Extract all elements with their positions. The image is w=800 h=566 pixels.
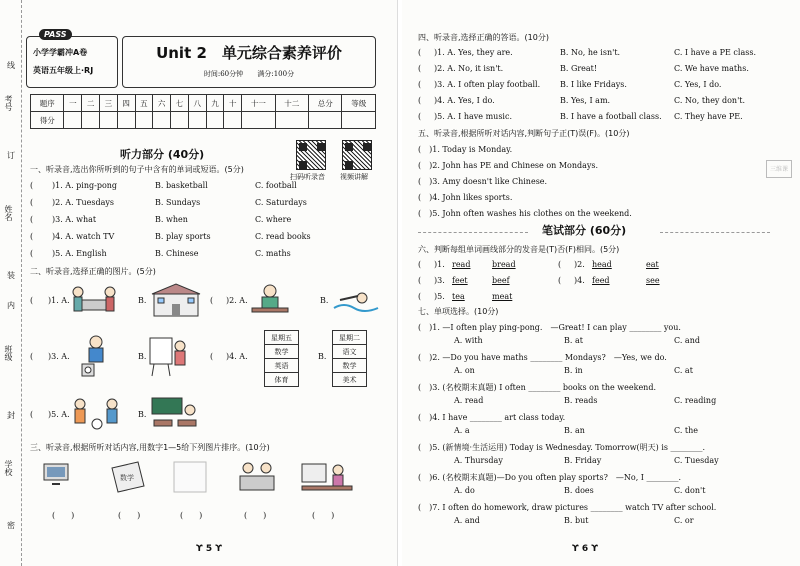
answer-paren[interactable]: ( <box>418 80 422 89</box>
s2-q4-label-a: )4. A. <box>226 352 248 361</box>
option-c: C. I have a PE class. <box>674 48 756 57</box>
option-a: A. a <box>454 426 470 435</box>
answer-paren[interactable]: ( <box>30 232 34 241</box>
option-a: A. with <box>454 336 483 345</box>
word-1: feet <box>452 276 468 285</box>
answer-paren[interactable]: ( <box>558 276 562 285</box>
girl-drawing-pictures-illustration <box>148 334 190 378</box>
score-header-cell: 八 <box>188 95 206 112</box>
option-a: )5. A. I have music. <box>434 112 513 121</box>
score-header-cell: 一 <box>64 95 82 112</box>
score-cell[interactable] <box>82 112 100 129</box>
option-b: B. Sundays <box>155 198 201 207</box>
word-2: beef <box>492 276 510 285</box>
svg-text:数学: 数学 <box>120 474 134 482</box>
pass-logo: PASS <box>39 29 72 40</box>
binding-strip <box>0 0 22 566</box>
answer-paren[interactable]: ( <box>418 503 430 512</box>
word-2: bread <box>492 260 516 269</box>
answer-paren[interactable]: ( <box>30 352 34 361</box>
s2-q3-label-a: )3. A. <box>48 352 70 361</box>
s5-statement: ( )2. John has PE and Chinese on Mondays. <box>418 161 599 170</box>
option-b: B. does <box>564 486 594 495</box>
answer-paren[interactable]: ( <box>558 260 562 269</box>
s5-statement: ( )5. John often washes his clothes on the weekend. <box>418 209 632 218</box>
option-c: C. where <box>255 215 292 224</box>
timetable-b <box>332 330 367 387</box>
word-1: tea <box>452 292 465 301</box>
option-a: A. on <box>454 366 475 375</box>
s2-q3-label-b: B. <box>138 352 147 361</box>
section-3-instruction: 三、听录音,根据所听对话内容,用数字1—5给下列图片排序。(10分) <box>30 443 270 452</box>
score-cell[interactable] <box>153 112 171 129</box>
answer-paren[interactable]: ( <box>30 198 34 207</box>
option-a: )5. A. English <box>52 249 107 258</box>
pair-number: )3. <box>434 276 445 285</box>
s2-q5-label-b: B. <box>138 410 147 419</box>
pair-number: )4. <box>574 276 585 285</box>
cut-mark: 封 <box>7 411 15 420</box>
score-row-label: 得分 <box>31 112 64 129</box>
score-header-cell: 十 <box>224 95 242 112</box>
score-header-cell: 二 <box>82 95 100 112</box>
timetable-a <box>264 330 299 387</box>
option-b: B. Yes, I am. <box>560 96 611 105</box>
blank-picture-illustration <box>170 458 210 496</box>
option-b: B. at <box>564 336 583 345</box>
boy-swimming-illustration <box>332 282 380 318</box>
option-c: C. We have maths. <box>674 64 749 73</box>
option-a: A. do <box>454 486 475 495</box>
s2-q2-label-b: B. <box>320 296 329 305</box>
s5-statement: ( )4. John likes sports. <box>418 193 513 202</box>
answer-paren[interactable]: ( <box>418 473 430 482</box>
answer-paren[interactable]: ( <box>418 443 430 452</box>
score-header-cell: 等级 <box>342 95 376 112</box>
maths-book-illustration <box>108 460 148 496</box>
score-header-cell: 总分 <box>309 95 342 112</box>
s7-question: ( )2. —Do you have maths ________ Mondays? —Yes, we do. <box>418 353 667 362</box>
timetable-subject: 美术 <box>333 373 367 387</box>
answer-paren[interactable]: ( <box>30 410 34 419</box>
option-c: C. the <box>674 426 699 435</box>
school-label: 学校 <box>4 460 13 476</box>
option-b: B. but <box>564 516 589 525</box>
timetable-subject: 英语 <box>265 359 299 373</box>
option-c: C. They have PE. <box>674 112 743 121</box>
timetable-subject: 数学 <box>265 345 299 359</box>
pair-number: )5. <box>434 292 445 301</box>
score-header-cell: 十一 <box>242 95 275 112</box>
cut-mark: 内 <box>7 301 15 310</box>
kids-at-home-illustration <box>300 458 354 496</box>
s2-q2-label-a: )2. A. <box>226 296 248 305</box>
section-7-instruction: 七、单项选择。(10分) <box>418 307 499 316</box>
score-header-row <box>31 95 376 112</box>
answer-paren[interactable]: ( <box>30 296 34 305</box>
option-c: C. maths <box>255 249 291 258</box>
word-1: head <box>592 260 612 269</box>
section-6-instruction: 六、判断每组单词画线部分的发音是(T)否(F)相同。(5分) <box>418 245 620 254</box>
answer-paren[interactable]: ( <box>210 296 214 305</box>
full-score: 满分:100分 <box>257 70 295 78</box>
score-header-cell: 五 <box>135 95 153 112</box>
option-a: A. Thursday <box>454 456 503 465</box>
option-c: C. or <box>674 516 694 525</box>
section-4-instruction: 四、听录音,选择正确的答语。(10分) <box>418 33 549 42</box>
stamp-watermark: 三维课 <box>766 160 792 178</box>
answer-paren[interactable]: ( <box>30 249 34 258</box>
s7-question: ( )4. I have ________ art class today. <box>418 413 566 422</box>
answer-paren[interactable]: ( <box>418 193 430 202</box>
s2-q1-label-a: )1. A. <box>48 296 70 305</box>
cut-mark: 装 <box>7 271 15 280</box>
qr-caption-video: 视频讲解 <box>340 173 368 181</box>
writing-section-title: 笔试部分 (60分) <box>542 224 627 237</box>
score-cell[interactable] <box>188 112 206 129</box>
boy-writing-illustration <box>246 282 294 318</box>
s7-question: ( )6. (名校期末真题)—Do you often play sports? —No, I ________. <box>418 473 682 482</box>
kids-playing-pingpong-illustration <box>70 282 118 318</box>
listening-section-title: 听力部分 (40分) <box>120 148 205 161</box>
section-5-instruction: 五、听录音,根据所听对话内容,判断句子正(T)误(F)。(10分) <box>418 129 630 138</box>
answer-paren[interactable]: ( <box>30 215 34 224</box>
word-1: read <box>452 260 471 269</box>
option-a: )2. A. Tuesdays <box>52 198 115 207</box>
score-header-cell: 题序 <box>31 95 64 112</box>
kids-playing-football-illustration <box>70 396 124 432</box>
pair-number: )1. <box>434 260 445 269</box>
answer-paren[interactable]: ( ) <box>244 511 267 520</box>
qr-code-icon[interactable] <box>342 140 372 170</box>
answer-paren[interactable]: ( <box>418 145 430 154</box>
option-c: C. don't <box>674 486 706 495</box>
series-name: 小学学霸冲A卷 <box>33 48 88 57</box>
answer-paren[interactable]: ( <box>418 260 422 269</box>
score-cell[interactable] <box>99 112 117 129</box>
option-c: C. No, they don't. <box>674 96 746 105</box>
word-2: meat <box>492 292 513 301</box>
pair-number: )2. <box>574 260 585 269</box>
score-cell[interactable] <box>171 112 189 129</box>
score-cell[interactable] <box>342 112 376 129</box>
option-a: )4. A. watch TV <box>52 232 115 241</box>
name-label: 姓名 <box>4 205 13 221</box>
option-b: B. I have a football class. <box>560 112 662 121</box>
exam-meta <box>123 69 375 79</box>
answer-paren[interactable]: ( <box>418 112 422 121</box>
score-cell[interactable] <box>275 112 308 129</box>
palm-icon: ϒ <box>196 544 206 554</box>
palm-icon: ϒ <box>588 544 598 554</box>
option-c: C. read books <box>255 232 311 241</box>
classroom-illustration <box>150 396 202 432</box>
cut-mark: 订 <box>7 151 15 160</box>
option-a: A. read <box>454 396 484 405</box>
option-b: B. when <box>155 215 188 224</box>
answer-paren[interactable]: ( <box>30 181 34 190</box>
option-a: )2. A. No, it isn't. <box>434 64 504 73</box>
option-b: B. Great! <box>560 64 598 73</box>
option-c: C. Saturdays <box>255 198 307 207</box>
option-b: B. play sports <box>155 232 211 241</box>
option-b: B. basketball <box>155 181 208 190</box>
s5-statement: ( )1. Today is Monday. <box>418 145 513 154</box>
title-box <box>122 36 376 88</box>
s7-question: ( )3. (名校期末真题) I often ________ books on the weekend. <box>418 383 656 392</box>
s5-statement: ( )3. Amy doesn't like Chinese. <box>418 177 548 186</box>
palm-icon: ϒ <box>212 544 222 554</box>
option-c: C. Tuesday <box>674 456 719 465</box>
timetable-subject: 体育 <box>265 373 299 387</box>
music-class-illustration <box>236 458 278 496</box>
qr-caption-audio: 扫码听录音 <box>290 173 325 181</box>
answer-paren[interactable]: ( <box>418 383 430 392</box>
option-c: C. reading <box>674 396 717 405</box>
score-cell[interactable] <box>206 112 224 129</box>
score-input-row <box>31 112 376 129</box>
option-b: B. Chinese <box>155 249 199 258</box>
word-1: feed <box>592 276 610 285</box>
score-header-cell: 三 <box>99 95 117 112</box>
school-building-illustration <box>150 282 202 318</box>
option-b: B. I like Fridays. <box>560 80 627 89</box>
cut-mark: 密 <box>7 521 15 530</box>
time-limit: 时间:60分钟 <box>203 70 244 78</box>
option-b: B. reads <box>564 396 598 405</box>
answer-paren[interactable]: ( <box>418 353 430 362</box>
answer-paren[interactable]: ( <box>418 209 430 218</box>
timetable-subject: 语文 <box>333 345 367 359</box>
tv-illustration <box>42 460 70 488</box>
option-a: )1. A. Yes, they are. <box>434 48 513 57</box>
option-b: B. an <box>564 426 585 435</box>
option-a: )1. A. ping-pong <box>52 181 118 190</box>
score-header-cell: 七 <box>171 95 189 112</box>
word-2: see <box>646 276 660 285</box>
palm-icon: ϒ <box>572 544 582 554</box>
answer-paren[interactable]: ( <box>418 48 422 57</box>
score-cell[interactable] <box>242 112 275 129</box>
brand-box <box>26 30 118 88</box>
cut-mark: 线 <box>7 61 15 70</box>
timetable-day: 星期五 <box>265 331 299 345</box>
divider <box>418 232 528 233</box>
option-a: )4. A. Yes, I do. <box>434 96 495 105</box>
edition: 英语五年级上·RJ <box>33 66 94 75</box>
s7-question: ( )5. (新情境·生活运用) Today is Wednesday. Tomorrow(明天) is ________. <box>418 443 706 452</box>
s2-q1-label-b: B. <box>138 296 147 305</box>
boy-washing-clothes-illustration <box>78 334 114 378</box>
score-header-cell: 六 <box>153 95 171 112</box>
s7-question: ( )7. I often do homework, draw pictures ________ watch TV after school. <box>418 503 717 512</box>
answer-paren[interactable]: ( ) <box>312 511 335 520</box>
option-b: B. in <box>564 366 583 375</box>
answer-paren[interactable]: ( <box>418 323 430 332</box>
score-cell[interactable] <box>117 112 135 129</box>
left-page <box>0 0 398 566</box>
page-number: ϒ 6 ϒ <box>572 544 598 554</box>
option-c: C. at <box>674 366 693 375</box>
word-2: eat <box>646 260 659 269</box>
answer-paren[interactable]: ( ) <box>52 511 75 520</box>
answer-paren[interactable]: ( <box>418 161 430 170</box>
score-header-cell: 十二 <box>275 95 308 112</box>
answer-paren[interactable]: ( <box>418 64 422 73</box>
section-1-instruction: 一、听录音,选出你所听到的句子中含有的单词或短语。(5分) <box>30 165 244 174</box>
answer-paren[interactable]: ( ) <box>180 511 203 520</box>
option-a: )3. A. what <box>52 215 97 224</box>
answer-paren[interactable]: ( <box>418 177 430 186</box>
option-c: C. and <box>674 336 700 345</box>
timetable-subject: 数学 <box>333 359 367 373</box>
score-header-cell: 四 <box>117 95 135 112</box>
divider <box>660 232 770 233</box>
answer-paren[interactable]: ( <box>210 352 214 361</box>
exam-no-label: 考号 <box>4 95 13 111</box>
option-a: )3. A. I often play football. <box>434 80 541 89</box>
option-c: C. Yes, I do. <box>674 80 722 89</box>
answer-paren[interactable]: ( <box>418 413 430 422</box>
answer-paren[interactable]: ( <box>418 96 422 105</box>
answer-paren[interactable]: ( ) <box>118 511 141 520</box>
page-title: Unit 2 单元综合素养评价 <box>156 44 342 62</box>
s2-q5-label-a: )5. A. <box>48 410 70 419</box>
class-label: 班级 <box>4 345 13 361</box>
option-b: B. No, he isn't. <box>560 48 621 57</box>
answer-paren[interactable]: ( <box>418 292 422 301</box>
score-cell[interactable] <box>224 112 242 129</box>
score-header-cell: 九 <box>206 95 224 112</box>
right-page <box>402 0 800 566</box>
option-b: B. Friday <box>564 456 602 465</box>
answer-paren[interactable]: ( <box>418 276 422 285</box>
score-cell[interactable] <box>64 112 82 129</box>
qr-code-icon[interactable] <box>296 140 326 170</box>
page-number: ϒ 5 ϒ <box>196 544 222 554</box>
s2-q4-label-b: B. <box>318 352 327 361</box>
section-2-instruction: 二、听录音,选择正确的图片。(5分) <box>30 267 156 276</box>
timetable-day: 星期二 <box>333 331 367 345</box>
option-a: A. and <box>454 516 480 525</box>
score-cell[interactable] <box>135 112 153 129</box>
page-header <box>26 30 376 88</box>
score-cell[interactable] <box>309 112 342 129</box>
option-c: C. football <box>255 181 297 190</box>
s7-question: ( )1. —I often play ping-pong. —Great! I can play ________ you. <box>418 323 681 332</box>
score-table <box>30 94 376 129</box>
